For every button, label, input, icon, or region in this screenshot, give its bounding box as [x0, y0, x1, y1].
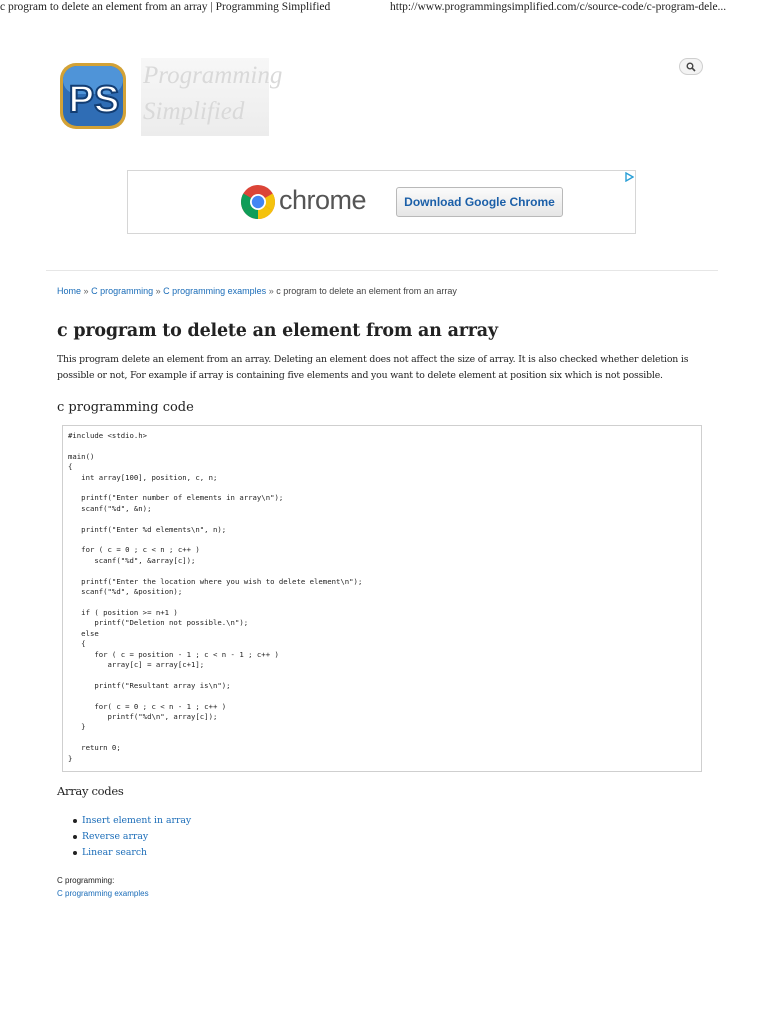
- link-linear-search[interactable]: Linear search: [82, 847, 148, 858]
- breadcrumb-separator: »: [268, 286, 274, 296]
- site-name: [141, 58, 283, 136]
- breadcrumb-c-programming[interactable]: C programming: [91, 286, 154, 296]
- site-logo[interactable]: [57, 58, 283, 136]
- breadcrumb-current: c program to delete an element from an array: [276, 286, 457, 296]
- breadcrumb-home[interactable]: Home: [57, 286, 82, 296]
- adchoices-triangle-icon[interactable]: [624, 172, 634, 182]
- svg-text:PS: PS: [68, 79, 120, 121]
- chrome-logo-icon: [240, 184, 276, 220]
- code-section-heading: c programming code: [57, 400, 194, 415]
- print-page-url: http://www.programmingsimplified.com/c/source-code/c-program-dele...: [390, 1, 727, 13]
- link-reverse-array[interactable]: Reverse array: [82, 831, 149, 842]
- list-item: [82, 813, 191, 829]
- taxonomy-link[interactable]: C programming examples: [57, 889, 149, 898]
- breadcrumb-c-programming-examples[interactable]: C programming examples: [163, 286, 267, 296]
- list-item: [82, 845, 191, 861]
- ps-logo-icon: [57, 60, 131, 134]
- list-item: [82, 829, 191, 845]
- array-codes-list: [82, 813, 191, 861]
- array-codes-heading: Array codes: [57, 784, 124, 798]
- breadcrumb-separator: »: [155, 286, 161, 296]
- link-insert-element[interactable]: Insert element in array: [82, 815, 192, 826]
- ad-brand-text: chrome: [279, 185, 367, 215]
- header-divider: [46, 270, 718, 271]
- breadcrumb-separator: »: [83, 286, 89, 296]
- ad-banner[interactable]: [127, 170, 636, 234]
- site-name-line2: Simplified: [143, 98, 245, 125]
- search-icon: [686, 62, 696, 72]
- article-intro: This program delete an element from an array. Deleting an element does not affect the size of array. It is also checked whether deletion is possible or not, For example if array is containing five elements and you want to delete element at position six which is not possible.: [57, 354, 689, 381]
- print-page-title: c program to delete an element from an array | Programming Simplified: [0, 1, 331, 13]
- breadcrumb: [57, 286, 457, 296]
- search-button[interactable]: [679, 58, 703, 75]
- code-block: [62, 425, 702, 772]
- site-name-line1: Programming: [143, 62, 283, 89]
- taxonomy-label: C programming:: [57, 876, 115, 885]
- taxonomy: [57, 874, 149, 900]
- page-title: c program to delete an element from an array: [57, 321, 498, 341]
- print-header: [0, 0, 768, 16]
- download-chrome-button[interactable]: Download Google Chrome: [396, 187, 563, 217]
- code-content: #include <stdio.h> main() { int array[100], position, c, n; printf("Enter number of elements in array\n"); scanf("%d", &n); printf("Enter %d elements\n", n); for ( c = 0 ; c < n ; c++ ) scanf("%d", &array[c]); printf("Enter the location where you wish to delete element\n"); scanf("%d", &position); if ( position >= n+1 ) printf("Deletion not possible.\n"); else { for ( c = position - 1 ; c < n - 1 ; c++ ) array[c] = array[c+1]; printf("Resultant array is\n"); for( c = 0 ; c < n - 1 ; c++ ) printf("%d\n", array[c]); } return 0; }: [68, 431, 363, 763]
